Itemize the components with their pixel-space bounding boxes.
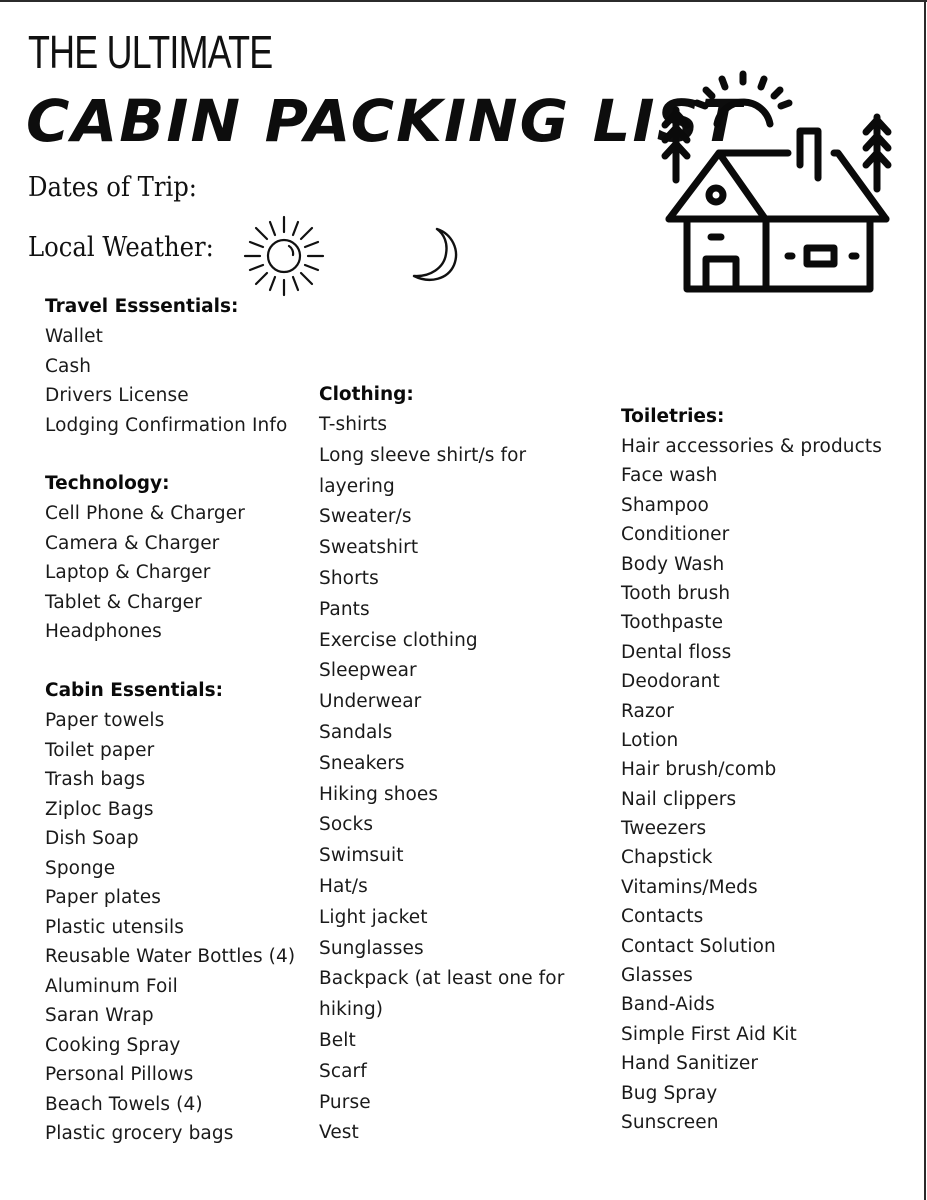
list-item: Dish Soap bbox=[45, 828, 139, 849]
list-item: Long sleeve shirt/s for bbox=[319, 444, 527, 466]
list-item: Light jacket bbox=[319, 906, 428, 928]
dates-of-trip-label: Dates of Trip: bbox=[28, 172, 198, 203]
list-item: Plastic utensils bbox=[45, 916, 184, 938]
list-item: Tablet & Charger bbox=[45, 591, 202, 613]
list-item: Ziploc Bags bbox=[45, 798, 154, 820]
list-item: Exercise clothing bbox=[319, 629, 478, 651]
list-item: Sunscreen bbox=[621, 1111, 719, 1133]
page-title: CABIN PACKING LIST bbox=[26, 87, 744, 155]
list-item: Swimsuit bbox=[319, 845, 404, 867]
list-item: hiking) bbox=[319, 999, 384, 1021]
list-item: Vitamins/Meds bbox=[621, 876, 758, 898]
list-item: Razor bbox=[621, 700, 674, 722]
list-item: Belt bbox=[319, 1029, 356, 1051]
list-item: Saran Wrap bbox=[45, 1005, 154, 1026]
list-item: Chapstick bbox=[621, 847, 713, 869]
list-item: Sunglasses bbox=[319, 937, 424, 959]
list-item: Beach Towels (4) bbox=[45, 1093, 203, 1115]
list-item: T-shirts bbox=[319, 414, 388, 435]
list-item: Pants bbox=[319, 598, 370, 620]
list-item: Sweater/s bbox=[319, 506, 412, 528]
section-toiletries bbox=[621, 402, 882, 1137]
list-item: Headphones bbox=[45, 621, 162, 642]
section-heading: Travel Esssentials: bbox=[45, 296, 239, 317]
list-item: Hand Sanitizer bbox=[621, 1053, 759, 1075]
list-item: Hair accessories & products bbox=[621, 436, 882, 457]
list-item: Paper towels bbox=[45, 710, 165, 731]
section-travel-essentials bbox=[45, 292, 287, 440]
list-item: Toothpaste bbox=[621, 612, 724, 634]
page-border-right bbox=[924, 0, 926, 1200]
list-item: Deodorant bbox=[621, 671, 720, 693]
list-item: Underwear bbox=[319, 691, 422, 713]
list-item: Paper plates bbox=[45, 887, 161, 908]
section-heading: Technology: bbox=[45, 473, 170, 494]
section-technology bbox=[45, 469, 245, 647]
list-item: Trash bags bbox=[45, 769, 146, 790]
list-item: Hair brush/comb bbox=[621, 759, 777, 781]
list-item: Sneakers bbox=[319, 752, 405, 774]
list-item: Camera & Charger bbox=[45, 532, 220, 554]
list-item: Reusable Water Bottles (4) bbox=[45, 946, 296, 967]
list-item: Conditioner bbox=[621, 524, 730, 546]
section-clothing bbox=[319, 380, 564, 1149]
list-item: Sponge bbox=[45, 857, 116, 879]
list-item: Simple First Aid Kit bbox=[621, 1023, 797, 1045]
local-weather-label: Local Weather: bbox=[28, 232, 214, 263]
list-item: Wallet bbox=[45, 326, 103, 347]
list-item: Hiking shoes bbox=[319, 783, 439, 805]
sun-icon bbox=[243, 215, 325, 297]
list-item: Scarf bbox=[319, 1060, 367, 1082]
list-item: Hat/s bbox=[319, 875, 368, 897]
list-item: Backpack (at least one for bbox=[319, 968, 565, 990]
list-item: Sandals bbox=[319, 721, 393, 743]
list-item: Cash bbox=[45, 355, 92, 377]
list-item: Cooking Spray bbox=[45, 1034, 181, 1056]
list-item: Contact Solution bbox=[621, 935, 776, 957]
section-heading: Toiletries: bbox=[621, 406, 725, 427]
list-item: Tooth brush bbox=[621, 582, 731, 604]
list-item: Drivers License bbox=[45, 385, 189, 406]
list-item: Sweatshirt bbox=[319, 537, 419, 559]
list-item: Cell Phone & Charger bbox=[45, 503, 245, 524]
cabin-with-trees-and-sun-icon bbox=[655, 68, 895, 300]
list-item: Dental floss bbox=[621, 641, 732, 663]
list-item: Plastic grocery bags bbox=[45, 1123, 234, 1144]
list-item: Lodging Confirmation Info bbox=[45, 414, 288, 436]
moon-icon bbox=[408, 226, 462, 284]
list-item: Contacts bbox=[621, 906, 704, 928]
list-item: Toilet paper bbox=[45, 739, 155, 761]
list-item: Face wash bbox=[621, 465, 718, 487]
list-item: Tweezers bbox=[621, 818, 707, 840]
list-item: Shorts bbox=[319, 567, 379, 589]
page-border-top bbox=[0, 0, 927, 2]
section-heading: Cabin Essentials: bbox=[45, 680, 224, 701]
list-item: Personal Pillows bbox=[45, 1064, 194, 1085]
list-item: Aluminum Foil bbox=[45, 975, 178, 997]
list-item: Shampoo bbox=[621, 494, 709, 516]
list-item: Bug Spray bbox=[621, 1082, 718, 1104]
list-item: Nail clippers bbox=[621, 788, 737, 810]
list-item: Band-Aids bbox=[621, 994, 715, 1016]
list-item: Purse bbox=[319, 1091, 371, 1113]
list-item: Laptop & Charger bbox=[45, 562, 211, 583]
list-item: Lotion bbox=[621, 729, 679, 751]
section-heading: Clothing: bbox=[319, 384, 414, 405]
list-item: layering bbox=[319, 475, 395, 497]
list-item: Body Wash bbox=[621, 553, 725, 575]
list-item: Sleepwear bbox=[319, 660, 417, 682]
list-item: Glasses bbox=[621, 965, 693, 987]
title-kicker: THE ULTIMATE bbox=[28, 26, 273, 78]
list-item: Vest bbox=[319, 1122, 359, 1144]
section-cabin-essentials bbox=[45, 676, 295, 1149]
list-item: Socks bbox=[319, 814, 374, 836]
